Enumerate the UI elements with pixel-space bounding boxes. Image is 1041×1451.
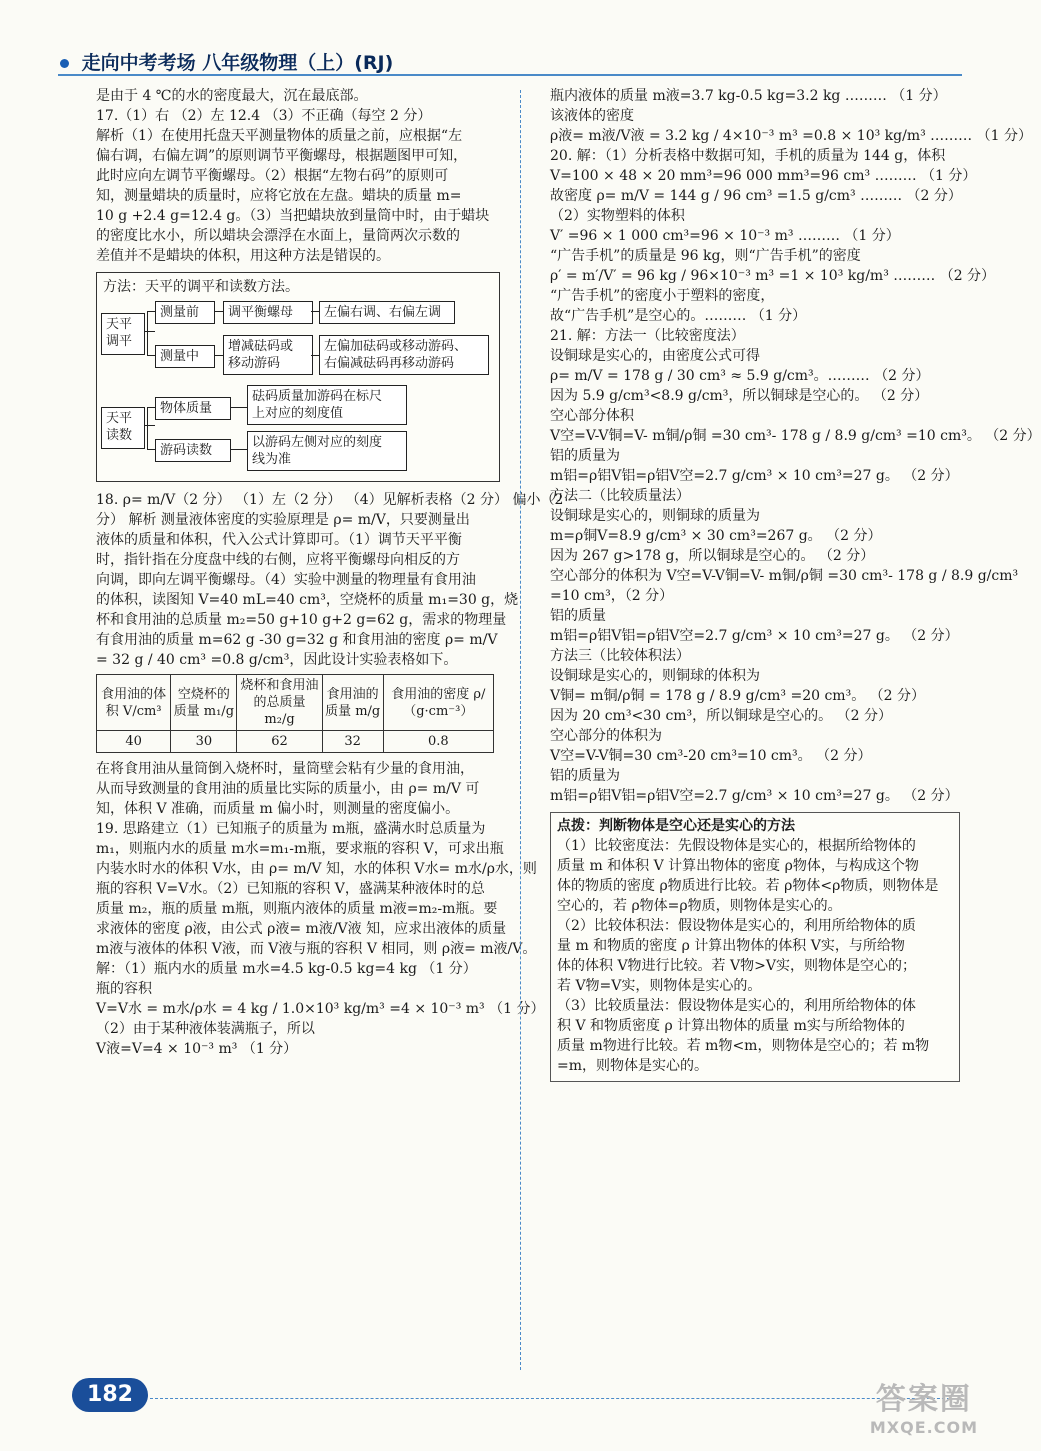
right-column	[550, 86, 1041, 1082]
connector	[147, 407, 155, 408]
box-left-add-weights: 左偏加砝码或移动游码、 右偏减砝码再移动游码	[319, 335, 489, 375]
tip-line: 体的体积 V物进行比较。若 V物>V实，则物体是空心的；	[557, 958, 916, 974]
text-line: 17.（1）右 （2）左 12.4 （3）不正确（每空 2 分）	[96, 108, 432, 124]
tip-line: 质量 m 和体积 V 计算出物体的密度 ρ物体，与构成这个物	[557, 858, 919, 874]
text-line: 瓶的容积	[96, 981, 152, 997]
text-line: m铝=ρ铝V铝=ρ铝V空=2.7 g/cm³ × 10 cm³=27 g。 （2 分）	[550, 788, 959, 804]
text-line: 铝的质量为	[550, 448, 620, 464]
text-line: 因为 20 cm³<30 cm³，所以铜球是空心的。 （2 分）	[550, 708, 892, 724]
box-weight-plus-rider: 砝码质量加游码在标尺 上对应的刻度值	[247, 385, 407, 425]
text-line: 液体的质量和体积，代入公式计算即可。（1）调节天平平衡	[96, 532, 462, 548]
text-line: 的体积，读图知 V=40 mL=40 cm³，空烧杯的质量 m₁=30 g，烧	[96, 592, 519, 608]
text-line: 是由于 4 ℃的水的密度最大，沉在最底部。	[96, 88, 368, 104]
text-line: “广告手机”的质量是 96 kg，则“广告手机”的密度	[550, 248, 861, 264]
page-number: 182	[72, 1378, 148, 1412]
text-line: m液与液体的体积 V液，而 V液与瓶的容积 V 相同，则 ρ液= m液/V。	[96, 941, 537, 957]
text-line: m=ρ铜V=8.9 g/cm³ × 30 cm³=267 g。 （2 分）	[550, 528, 882, 544]
connector	[311, 355, 319, 356]
text-line: 方法二（比较质量法）	[550, 488, 690, 504]
text-line: 设铜球是实心的，则铜球的体积为	[550, 668, 760, 684]
table-cell: 0.8	[383, 731, 493, 753]
text-line: （2）由于某种液体装满瓶子，所以	[96, 1021, 315, 1037]
column-divider	[520, 90, 521, 1370]
text-line: 方法三（比较体积法）	[550, 648, 690, 664]
connector	[147, 407, 148, 449]
text-line: 21. 解：方法一（比较密度法）	[550, 328, 745, 344]
text-line: 内装水时水的体积 V水，由 ρ= m/V 知，水的体积 V水= m水/ρ水，则	[96, 861, 537, 877]
text-line: 有食用油的质量 m=62 g -30 g=32 g 和食用油的密度 ρ= m/V	[96, 632, 498, 648]
text-line: 18. ρ= m/V（2 分） （1）左（2 分） （4）见解析表格（2 分） 偏小（2	[96, 492, 564, 508]
tip-line: （1）比较密度法：先假设物体是实心的，根据所给物体的	[557, 838, 916, 854]
text-line: 此时应向左调节平衡螺母。（2）根据“左物右码”的原则可	[96, 168, 449, 184]
text-line: 19. 思路建立（1）已知瓶子的质量为 m瓶，盛满水时总质量为	[96, 821, 486, 837]
text-line: 该液体的密度	[550, 108, 634, 124]
text-line: ρ′ = m′/V′ = 96 kg / 96×10⁻³ m³ =1 × 10³ kg/m³ ……… （2 分）	[550, 268, 996, 284]
text-line: 因为 5.9 g/cm³<8.9 g/cm³，所以铜球是空心的。 （2 分）	[550, 388, 929, 404]
text-line: 知，测量蜡块的质量时，应将它放在左盘。蜡块的质量 m=	[96, 188, 462, 204]
text-line: V=V水 = m水/ρ水 = 4 kg / 1.0×10³ kg/m³ =4 × 10⁻³ m³ （1 分）	[96, 1001, 545, 1017]
text-line: 从而导致测量的食用油的质量比实际的质量小，由 ρ= m/V 可	[96, 781, 480, 797]
text-line: 瓶内液体的质量 m液=3.7 kg-0.5 kg=3.2 kg ……… （1 分）	[550, 88, 947, 104]
connector	[311, 311, 319, 312]
text-line: 10 g +2.4 g=12.4 g。（3）当把蜡块放到量筒中时，由于蜡块	[96, 208, 490, 224]
text-line: 因为 267 g>178 g，所以铜球是空心的。 （2 分）	[550, 548, 875, 564]
text-line: 设铜球是实心的，则铜球的质量为	[550, 508, 760, 524]
text-line: 空心部分体积	[550, 408, 634, 424]
text-line: 20. 解：（1）分析表格中数据可知，手机的质量为 144 g，体积	[550, 148, 946, 164]
box-rider-reading: 游码读数	[155, 439, 231, 462]
text-line: V液=V=4 × 10⁻³ m³ （1 分）	[96, 1041, 298, 1057]
text-line: 知，体积 V 准确，而质量 m 偏小时，则测量的密度偏小。	[96, 801, 460, 817]
connector	[147, 449, 155, 450]
watermark-logo	[870, 1374, 978, 1437]
text-line: 分） 解析 测量液体密度的实验原理是 ρ= m/V，只要测量出	[96, 512, 470, 528]
text-line: 质量 m₂，瓶的质量 m瓶，则瓶内液体的质量 m液=m₂-m瓶。要	[96, 901, 498, 917]
text-line: 的密度比水小，所以蜡块会漂浮在水面上，量筒两次示数的	[96, 228, 460, 244]
bullet-icon	[60, 59, 69, 68]
text-line: 偏右调，右偏左调”的原则调节平衡螺母，根据题图甲可知，	[96, 148, 468, 164]
table-cell: 62	[237, 731, 322, 753]
watermark-text: 答案圈	[875, 1382, 972, 1417]
tip-line: 积 V 和物质密度 ρ 计算出物体的质量 m实与所给物体的	[557, 1018, 905, 1034]
text-line: 铝的质量	[550, 608, 606, 624]
tip-line: 量 m 和物质的密度 ρ 计算出物体的体积 V实，与所给物	[557, 938, 905, 954]
text-line: V铜= m铜/ρ铜 = 178 g / 8.9 g/cm³ =20 cm³。 （2 分）	[550, 688, 925, 704]
text-line: （2）实物塑料的体积	[550, 208, 685, 224]
tip-line: （3）比较质量法：假设物体是实心的，利用所给物体的体	[557, 998, 916, 1014]
text-line: 故密度 ρ= m/V = 144 g / 96 cm³ =1.5 g/cm³ ……… （2 分）	[550, 188, 962, 204]
table-header-cell: 食用油的质量 m/g	[322, 675, 383, 731]
text-line: 空心部分的体积为 V空=V-V铜=V- m铜/ρ铜 =30 cm³- 178 g / 8.9 g/cm³	[550, 568, 1019, 584]
connector	[147, 311, 148, 355]
table-cell: 40	[97, 731, 171, 753]
data-table	[96, 674, 494, 753]
table-cell: 30	[171, 731, 237, 753]
box-before-measure: 测量前	[155, 301, 215, 324]
text-line: =10 cm³，（2 分）	[550, 588, 674, 604]
table-header-row	[97, 675, 494, 731]
connector	[215, 355, 223, 356]
text-line: V′ =96 × 1 000 cm³=96 × 10⁻³ m³ ……… （1 分）	[550, 228, 900, 244]
tip-line: 质量 m物进行比较。若 m物<m，则物体是空心的；若 m物	[557, 1038, 930, 1054]
method-diagram	[96, 272, 500, 482]
text-line: 故“广告手机”是空心的。……… （1 分）	[550, 308, 807, 324]
text-line: 解析（1）在使用托盘天平测量物体的质量之前，应根据“左	[96, 128, 463, 144]
text-line: 差值并不是蜡块的体积，用这种方法是错误的。	[96, 248, 390, 264]
box-balance-leveling: 天平 调平	[101, 313, 145, 355]
tip-title: 点拨：判断物体是空心还是实心的方法	[557, 818, 795, 834]
text-line: 时，指针指在分度盘中线的右侧，应将平衡螺母向相反的方	[96, 552, 460, 568]
tip-box	[550, 812, 960, 1082]
table-cell: 32	[322, 731, 383, 753]
text-line: 空心部分的体积为	[550, 728, 662, 744]
footer-rule	[150, 1398, 960, 1399]
text-line: ρ液= m液/V液 = 3.2 kg / 4×10⁻³ m³ =0.8 × 10³ kg/m³ ……… （1 分）	[550, 128, 1032, 144]
text-line: m铝=ρ铝V铝=ρ铝V空=2.7 g/cm³ × 10 cm³=27 g。 （2 分）	[550, 468, 959, 484]
text-line: 求液体的密度 ρ液，由公式 ρ液= m液/V液 知，应求出液体的质量	[96, 921, 507, 937]
text-line: 设铜球是实心的，由密度公式可得	[550, 348, 760, 364]
connector	[147, 311, 155, 312]
text-line: 铝的质量为	[550, 768, 620, 784]
box-rider-left-edge: 以游码左侧对应的刻度 线为准	[247, 431, 407, 471]
left-column	[96, 86, 564, 1059]
header-rule	[58, 74, 962, 76]
box-object-mass: 物体质量	[155, 397, 231, 420]
box-add-weights: 增减砝码或 移动游码	[223, 335, 313, 375]
text-line: “广告手机”的密度小于塑料的密度，	[550, 288, 775, 304]
text-line: V=100 × 48 × 20 mm³=96 000 mm³=96 cm³ ……… （1 分）	[550, 168, 977, 184]
connector	[147, 355, 155, 356]
table-header-cell: 空烧杯的质量 m₁/g	[171, 675, 237, 731]
table-header-cell: 食用油的密度 ρ/（g·cm⁻³）	[383, 675, 493, 731]
tip-line: =m，则物体是实心的。	[557, 1058, 709, 1074]
table-row	[97, 731, 494, 753]
text-line: = 32 g / 40 cm³ =0.8 g/cm³，因此设计实验表格如下。	[96, 652, 458, 668]
box-left-right-rule: 左偏右调、右偏左调	[319, 301, 455, 324]
text-line: 向调，即向左调平衡螺母。（4）实验中测量的物理量有食用油	[96, 572, 476, 588]
header-title: 走向中考考场 八年级物理（上）(RJ)	[81, 52, 394, 74]
method-title: 方法：天平的调平和读数方法。	[103, 279, 299, 295]
box-balance-reading: 天平 读数	[101, 407, 145, 449]
connector	[215, 311, 223, 312]
box-adjust-nut: 调平衡螺母	[223, 301, 313, 324]
connector	[231, 407, 247, 408]
text-line: 瓶的容积 V=V水。（2）已知瓶的容积 V，盛满某种液体时的总	[96, 881, 485, 897]
tip-line: 若 V物=V实，则物体是实心的。	[557, 978, 762, 994]
page-header	[60, 48, 393, 75]
box-during-measure: 测量中	[155, 345, 215, 368]
table-header-cell: 食用油的体积 V/cm³	[97, 675, 171, 731]
text-line: m铝=ρ铝V铝=ρ铝V空=2.7 g/cm³ × 10 cm³=27 g。 （2 分）	[550, 628, 959, 644]
tip-line: （2）比较体积法：假设物体是实心的，利用所给物体的质	[557, 918, 916, 934]
text-line: V空=V-V铜=V- m铜/ρ铜 =30 cm³- 178 g / 8.9 g/cm³ =10 cm³。 （2 分）	[550, 428, 1041, 444]
table-header-cell: 烧杯和食用油的总质量 m₂/g	[237, 675, 322, 731]
text-line: m₁，则瓶内水的质量 m水=m₁-m瓶，要求瓶的容积 V，可求出瓶	[96, 841, 504, 857]
text-line: ρ= m/V = 178 g / 30 cm³ ≈ 5.9 g/cm³。……… （2 分）	[550, 368, 930, 384]
connector	[231, 449, 247, 450]
tip-line: 体的物质的密度 ρ物质进行比较。若 ρ物体<ρ物质，则物体是	[557, 878, 939, 894]
text-line: V空=V-V铜=30 cm³-20 cm³=10 cm³。 （2 分）	[550, 748, 872, 764]
text-line: 杯和食用油的总质量 m₂=50 g+10 g+2 g=62 g，需求的物理量	[96, 612, 507, 628]
watermark-url: MXQE.COM	[869, 1418, 978, 1437]
text-line: 解：（1）瓶内水的质量 m水=4.5 kg-0.5 kg=4 kg （1 分）	[96, 961, 477, 977]
text-line: 在将食用油从量筒倒入烧杯时，量筒壁会粘有少量的食用油，	[96, 761, 474, 777]
tip-line: 空心的，若 ρ物体=ρ物质，则物体是实心的。	[557, 898, 842, 914]
